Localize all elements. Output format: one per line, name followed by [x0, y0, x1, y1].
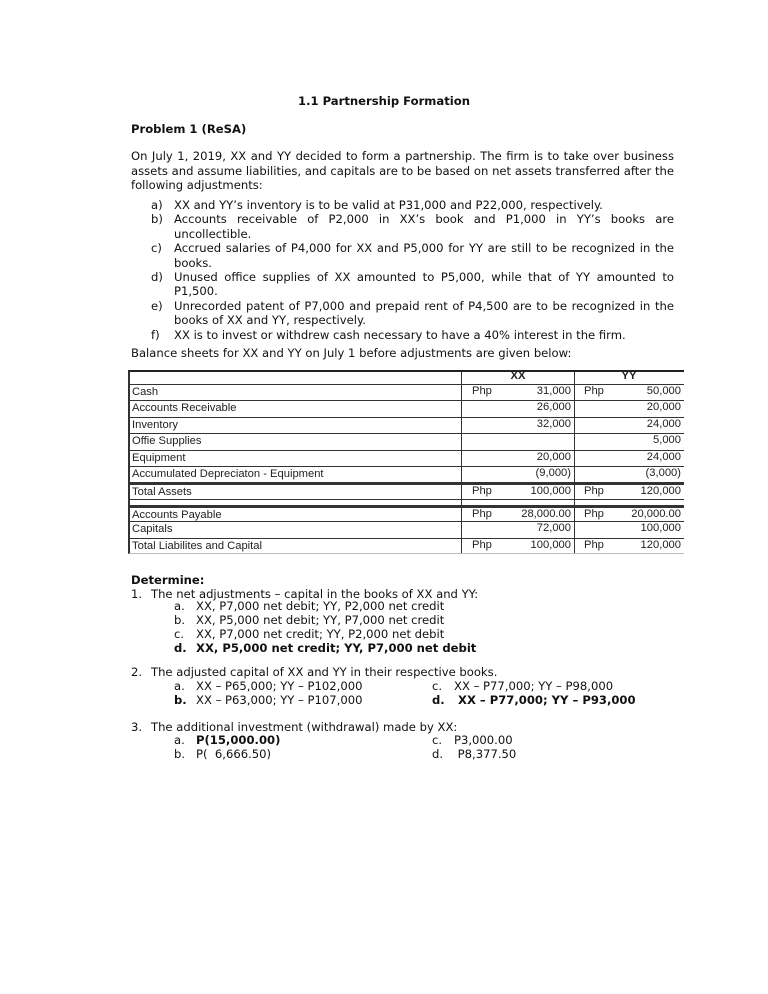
column-header-yy: YY	[621, 369, 637, 382]
currency-label: Php	[584, 385, 604, 397]
table-row	[128, 466, 684, 482]
table-row	[128, 450, 684, 466]
xx-amount: 72,000	[536, 522, 571, 535]
column-header-xx: XX	[510, 369, 526, 382]
row-label: Total Liabilites and Capital	[132, 539, 262, 552]
xx-cell	[461, 484, 575, 499]
yy-amount: 50,000	[646, 385, 681, 397]
option-1c	[174, 627, 444, 641]
xx-cell	[461, 521, 575, 538]
xx-cell	[461, 400, 575, 417]
problem-heading: Problem 1 (ReSA)	[131, 122, 247, 136]
yy-cell	[574, 484, 684, 499]
yy-amount: 24,000	[646, 450, 681, 463]
question-text: The net adjustments – capital in the books of XX and YY:	[151, 587, 479, 601]
yy-cell	[574, 449, 684, 466]
question-number: 1.	[131, 587, 143, 601]
option-letter: b.	[174, 693, 187, 707]
question-1	[131, 587, 671, 657]
adjustment-text: Accrued salaries of P4,000 for XX and P5,000 for YY are still to be recognized in the books.	[174, 241, 674, 270]
xx-cell	[461, 449, 575, 466]
list-marker: e)	[151, 298, 163, 313]
adjustment-item	[131, 212, 674, 241]
adjustment-item	[131, 299, 674, 328]
table-row	[128, 433, 684, 449]
list-marker: a)	[151, 198, 163, 212]
xx-amount: 32,000	[536, 417, 571, 430]
currency-label: Php	[584, 485, 604, 498]
currency-label: Php	[584, 507, 604, 520]
row-label: Cash	[132, 386, 159, 398]
xx-cell	[461, 506, 575, 521]
question-2	[131, 665, 671, 710]
option-text: XX – P63,000; YY – P107,000	[196, 693, 363, 707]
yy-cell	[574, 465, 684, 482]
table-row	[128, 400, 684, 416]
xx-amount: 26,000	[536, 401, 571, 414]
adjustment-item	[131, 241, 674, 270]
row-label: Accounts Payable	[132, 508, 222, 521]
currency-label: Php	[472, 538, 492, 551]
list-marker: b)	[151, 212, 163, 227]
option-text: P( 6,666.50)	[196, 747, 272, 761]
adjustment-item	[131, 328, 674, 342]
yy-amount: 20,000.00	[631, 507, 681, 520]
table-row	[128, 417, 684, 433]
problem-intro: On July 1, 2019, XX and YY decided to form a partnership. The firm is to take over business assets and assume liabilities, and capitals are to be based on net assets transferred after the following adjustments:	[131, 149, 674, 192]
xx-cell	[461, 537, 575, 553]
option-3d	[432, 747, 516, 761]
option-text: P(15,000.00)	[196, 733, 281, 747]
option-3c	[432, 733, 513, 747]
option-text: P8,377.50	[454, 747, 517, 761]
option-text: XX, P7,000 net debit; YY, P2,000 net credit	[196, 599, 445, 613]
adjustment-item	[131, 198, 674, 212]
list-marker: c)	[151, 241, 162, 256]
question-3	[131, 720, 671, 765]
yy-amount: 120,000	[640, 485, 681, 498]
yy-amount: 20,000	[646, 401, 681, 414]
option-letter: d.	[432, 747, 444, 761]
table-row-total-assets	[128, 482, 684, 498]
yy-cell	[574, 416, 684, 433]
table-row-total-liabilities-capital	[128, 538, 684, 554]
option-letter: d.	[432, 693, 445, 707]
adjustment-text: XX and YY’s inventory is to be valid at P31,000 and P22,000, respectively.	[174, 198, 603, 212]
xx-amount: 100,000	[530, 538, 571, 551]
xx-amount: 100,000	[530, 485, 571, 498]
currency-label: Php	[472, 385, 492, 397]
table-row	[128, 384, 684, 400]
option-text: XX, P7,000 net credit; YY, P2,000 net debit	[196, 627, 445, 641]
option-1b	[174, 613, 444, 627]
xx-amount: 28,000.00	[521, 507, 571, 520]
option-2a	[174, 679, 362, 693]
xx-amount: 31,000	[536, 385, 571, 397]
row-label: Accounts Receivable	[132, 402, 237, 415]
option-letter: d.	[174, 641, 187, 655]
option-letter: c.	[432, 733, 443, 747]
option-letter: a.	[174, 733, 185, 747]
option-1d-answer	[174, 641, 476, 655]
xx-cell	[461, 433, 575, 450]
yy-amount: 24,000	[646, 417, 681, 430]
currency-label: Php	[472, 507, 492, 520]
option-3a-answer	[174, 733, 280, 747]
adjustment-text: Accounts receivable of P2,000 in XX’s book and P1,000 in YY’s books are uncollectible.	[174, 212, 674, 241]
option-text: XX – P65,000; YY – P102,000	[196, 679, 363, 693]
option-2c	[432, 679, 613, 693]
row-label: Capitals	[132, 523, 173, 536]
yy-cell	[574, 400, 684, 417]
option-letter: c.	[432, 679, 443, 693]
yy-cell	[574, 521, 684, 538]
yy-cell	[574, 506, 684, 521]
xx-cell	[461, 384, 575, 401]
currency-label: Php	[584, 538, 604, 551]
list-marker: d)	[151, 270, 163, 285]
yy-cell	[574, 433, 684, 450]
option-3b	[174, 747, 271, 761]
header-cell-yy	[574, 371, 684, 385]
row-label: Total Assets	[132, 486, 192, 499]
option-letter: b.	[174, 747, 186, 761]
adjustment-text: Unrecorded patent of P7,000 and prepaid rent of P4,500 are to be recognized in the books of XX and YY, respectively.	[174, 298, 674, 328]
yy-amount: 120,000	[640, 538, 681, 551]
yy-amount: 100,000	[640, 522, 681, 535]
currency-label: Php	[472, 485, 492, 498]
yy-amount: 5,000	[653, 434, 681, 447]
row-label: Offie Supplies	[132, 435, 202, 448]
option-2d-answer	[432, 693, 636, 707]
xx-cell	[461, 416, 575, 433]
question-number: 2.	[131, 665, 143, 679]
header-cell-xx	[461, 371, 575, 385]
page-title: 1.1 Partnership Formation	[298, 94, 470, 108]
question-text: The adjusted capital of XX and YY in their respective books.	[151, 665, 498, 679]
question-number: 3.	[131, 720, 143, 734]
determine-heading: Determine:	[131, 573, 205, 587]
yy-cell	[574, 537, 684, 553]
balance-sheet-table	[128, 370, 684, 554]
xx-amount: 20,000	[536, 450, 571, 463]
table-header-row	[128, 370, 684, 384]
option-letter: a.	[174, 679, 185, 693]
option-text: XX – P77,000; YY – P98,000	[454, 679, 614, 693]
list-marker: f)	[151, 327, 160, 342]
option-letter: c.	[174, 627, 185, 641]
row-label: Accumulated Depreciaton - Equipment	[132, 467, 324, 480]
yy-cell	[574, 384, 684, 401]
xx-amount: (9,000)	[535, 466, 571, 479]
row-label: Inventory	[132, 418, 179, 431]
table-row	[128, 521, 684, 537]
xx-cell	[461, 465, 575, 482]
option-text: XX – P77,000; YY – P93,000	[458, 693, 636, 707]
option-text: XX, P5,000 net credit; YY, P7,000 net debit	[196, 641, 477, 655]
adjustments-list	[131, 198, 674, 342]
option-2b	[174, 693, 362, 707]
adjustment-item	[131, 270, 674, 299]
option-text: P3,000.00	[454, 733, 513, 747]
option-letter: a.	[174, 599, 185, 613]
adjustment-text: XX is to invest or withdrew cash necessary to have a 40% interest in the firm.	[174, 327, 626, 342]
question-text: The additional investment (withdrawal) made by XX:	[151, 720, 458, 734]
option-letter: b.	[174, 613, 186, 627]
table-row	[128, 505, 684, 521]
option-text: XX, P5,000 net debit; YY, P7,000 net credit	[196, 613, 445, 627]
option-1a	[174, 599, 444, 613]
adjustment-text: Unused office supplies of XX amounted to P5,000, while that of YY amounted to P1,500.	[174, 270, 674, 299]
yy-amount: (3,000)	[645, 466, 681, 479]
balance-sheet-intro: Balance sheets for XX and YY on July 1 before adjustments are given below:	[131, 346, 572, 360]
row-label: Equipment	[132, 451, 186, 464]
